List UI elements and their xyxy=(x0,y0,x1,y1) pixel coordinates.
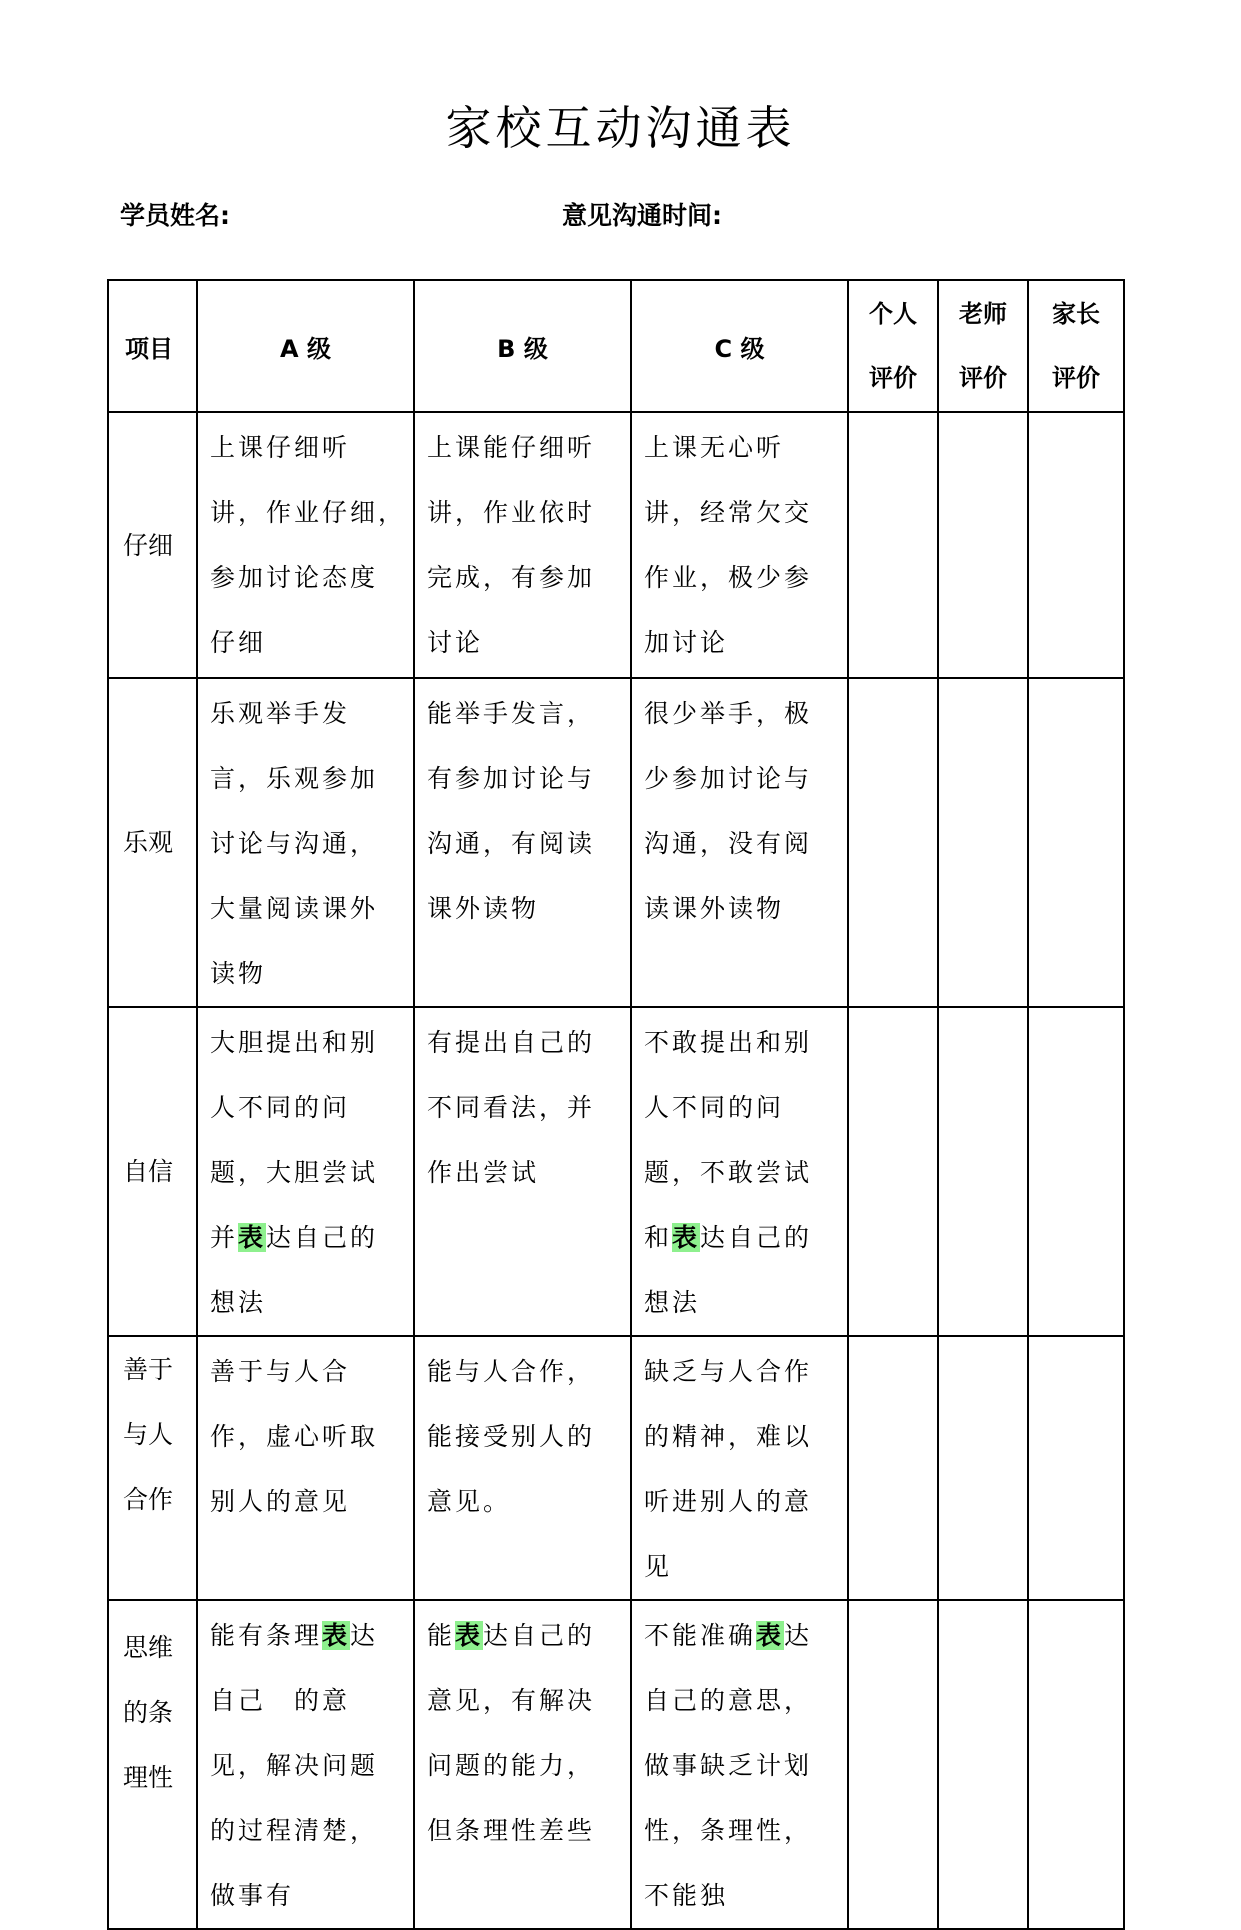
teacher-eval-cell[interactable] xyxy=(938,678,1028,1007)
teacher-eval-cell[interactable] xyxy=(938,412,1028,678)
self-eval-cell[interactable] xyxy=(848,1336,938,1600)
grade-a-cell xyxy=(197,1600,414,1929)
table-row xyxy=(108,1600,1124,1929)
parent-eval-cell[interactable] xyxy=(1028,678,1124,1007)
grade-c-text-cont: 达自己的想法 xyxy=(644,1223,813,1317)
teacher-eval-cell[interactable] xyxy=(938,1336,1028,1600)
header-item: 项目 xyxy=(108,280,197,412)
grade-b-text: 能 xyxy=(427,1621,456,1650)
grade-b-cell xyxy=(414,1007,631,1336)
grade-c-cell xyxy=(631,1007,848,1336)
grade-c-text: 缺乏与人合作的精神，难以听进别人的意见 xyxy=(644,1357,813,1581)
grade-c-cell xyxy=(631,412,848,678)
highlighted-text: 表 xyxy=(238,1223,267,1252)
grade-a-cell xyxy=(197,1007,414,1336)
grade-b-text: 上课能仔细听讲，作业依时完成，有参加讨论 xyxy=(427,433,596,657)
grade-c-cell xyxy=(631,1336,848,1600)
parent-eval-cell[interactable] xyxy=(1028,1600,1124,1929)
grade-a-text: 善于与人合作，虚心听取别人的意见 xyxy=(210,1357,379,1516)
header-parent-eval-line2: 评价 xyxy=(1052,364,1100,392)
grade-c-cell xyxy=(631,1600,848,1929)
highlighted-text: 表 xyxy=(322,1621,351,1650)
page-title: 家校互动沟通表 xyxy=(445,101,796,155)
grade-b-text-cont: 达自己的意见，有解决问题的能力，但条理性差些 xyxy=(427,1621,596,1845)
grade-a-text-cont: 达自己 的意见，解决问题的过程清楚，做事有 xyxy=(210,1621,379,1910)
table-row xyxy=(108,678,1124,1007)
header-grade-b: B 级 xyxy=(414,280,631,412)
grade-b-cell xyxy=(414,678,631,1007)
teacher-eval-cell[interactable] xyxy=(938,1600,1028,1929)
grade-c-text-cont: 达自己的意思，做事缺乏计划性，条理性，不能独 xyxy=(644,1621,813,1910)
header-grade-c: C 级 xyxy=(631,280,848,412)
grade-b-cell xyxy=(414,1600,631,1929)
grade-b-text: 能与人合作，能接受别人的意见。 xyxy=(427,1357,596,1516)
teacher-eval-cell[interactable] xyxy=(938,1007,1028,1336)
communication-time-label: 意见沟通时间: xyxy=(562,201,722,230)
parent-eval-cell[interactable] xyxy=(1028,412,1124,678)
header-row xyxy=(108,280,1124,412)
item-cell: 思维的条理性 xyxy=(108,1600,197,1929)
grade-a-text: 上课仔细听讲，作业仔细， 参加讨论态度仔细 xyxy=(210,433,422,657)
header-self-eval-line1: 个人 xyxy=(869,300,917,328)
grade-b-cell xyxy=(414,1336,631,1600)
self-eval-cell[interactable] xyxy=(848,1007,938,1336)
evaluation-table xyxy=(107,279,1125,1930)
grade-a-cell xyxy=(197,412,422,678)
grade-b-text: 能举手发言，有参加讨论与沟通，有阅读课外读物 xyxy=(427,699,596,923)
header-teacher-eval xyxy=(938,280,1028,412)
item-cell: 仔细 xyxy=(108,412,197,678)
grade-a-text: 能有条理 xyxy=(210,1621,323,1650)
parent-eval-cell[interactable] xyxy=(1028,1336,1124,1600)
item-cell: 善于与人合作 xyxy=(108,1336,197,1600)
grade-c-text: 不敢提出和别人不同的问题，不敢尝试和 xyxy=(644,1028,813,1252)
header-self-eval-line2: 评价 xyxy=(869,364,917,392)
self-eval-cell[interactable] xyxy=(848,678,938,1007)
parent-eval-cell[interactable] xyxy=(1028,1007,1124,1336)
highlighted-text: 表 xyxy=(672,1223,701,1252)
table-row xyxy=(108,412,1124,678)
grade-a-text: 大胆提出和别人不同的问题，大胆尝试并 xyxy=(210,1028,379,1252)
grade-a-text: 乐观举手发言，乐观参加讨论与沟通，大量阅读课外读物 xyxy=(210,699,379,988)
student-name-label: 学员姓名: xyxy=(120,201,230,230)
grade-a-cell xyxy=(197,1336,414,1600)
item-cell: 自信 xyxy=(108,1007,197,1336)
self-eval-cell[interactable] xyxy=(848,412,938,678)
self-eval-cell[interactable] xyxy=(848,1600,938,1929)
grade-b-text: 有提出自己的不同看法，并作出尝试 xyxy=(427,1028,596,1187)
table-row xyxy=(108,1336,1124,1600)
highlighted-text: 表 xyxy=(756,1621,785,1650)
header-teacher-eval-line2: 评价 xyxy=(959,364,1007,392)
header-grade-a: A 级 xyxy=(197,280,414,412)
highlighted-text: 表 xyxy=(455,1621,484,1650)
grade-a-cell xyxy=(197,678,414,1007)
header-parent-eval xyxy=(1028,280,1124,412)
grade-c-text: 很少举手，极少参加讨论与沟通，没有阅读课外读物 xyxy=(644,699,813,923)
table-row xyxy=(108,1007,1124,1336)
item-cell: 乐观 xyxy=(108,678,197,1007)
grade-b-cell xyxy=(414,412,631,678)
grade-c-text: 上课无心听讲，经常欠交作业，极少参加讨论 xyxy=(644,433,813,657)
grade-c-text: 不能准确 xyxy=(644,1621,757,1650)
header-self-eval xyxy=(848,280,938,412)
header-teacher-eval-line1: 老师 xyxy=(959,300,1007,328)
grade-c-cell xyxy=(631,678,848,1007)
header-parent-eval-line1: 家长 xyxy=(1052,300,1100,328)
grade-a-text-cont: 达自己的想法 xyxy=(210,1223,379,1317)
